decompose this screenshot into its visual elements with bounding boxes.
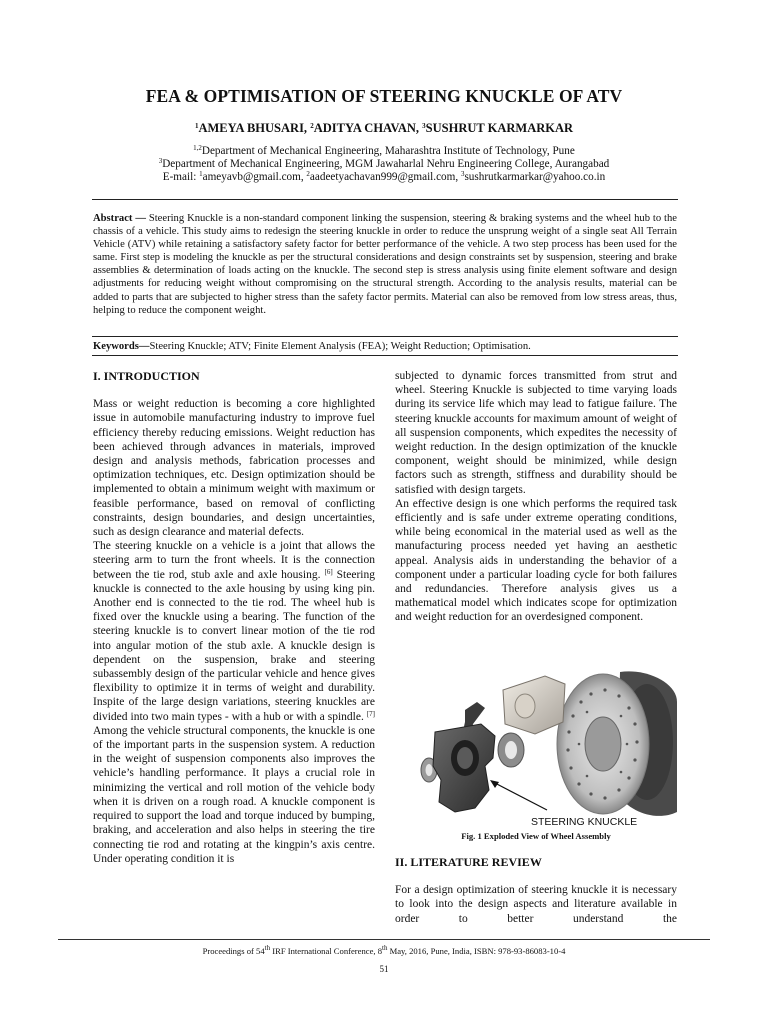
footer-th-1: th <box>264 944 271 952</box>
email-2-marker: 2 <box>306 170 310 178</box>
affiliation-1-marker: 1,2 <box>193 144 202 152</box>
literature-heading: II. LITERATURE REVIEW <box>395 855 542 869</box>
intro-paragraph-1: Mass or weight reduction is becoming a core highlighted issue in automobile manufacturing industry to improve fuel efficiency thereby reducing emissions. Weight reduction has been achieved through advances in materials, improved design and analysis methods, fabrication processes and optimization techniques, etc. Design optimization should be implemented to obtain a minimum weight with maximum or feasible performance, based on removal of conflicting constraints, design boundaries, and design uncertainties, such as design clearance and material defects. <box>93 398 375 539</box>
author-2-marker: 2 <box>310 122 314 130</box>
intro-paragraph-3: subjected to dynamic forces transmitted from strut and wheel. Steering Knuckle is subjected to time varying loads during its service life which may lead to fatigue failure. The steering knuckle accounts for maximum amount of weight of all suspension components, which expedites the necessity of weight reduction. In the design optimization of the knuckle component, weight should be minimized, while design factors such as strength, stiffness and durability should be satisfied with design targets. <box>395 370 677 496</box>
footer-part-2: IRF International Conference, 8 <box>270 946 382 956</box>
email-1-marker: 1 <box>199 170 203 178</box>
intro-heading: I. INTRODUCTION <box>93 369 200 383</box>
intro-paragraph-4: An effective design is one which performs the required task efficiently and is safe under extreme operating conditions, while being economical in the material used as well as the manufacturing process needed yet having an aesthetic appeal. Analysis aids in understanding the behavior of a component under a particular loading cycle for both failures and redundancies. Therefore analysis gives us a mathematical model which indicates scope for optimization and weight reduction for an overdesigned component. <box>395 497 677 624</box>
keywords-bottom-rule <box>92 355 678 356</box>
caliper-piston <box>515 694 535 718</box>
keywords-label: Keywords— <box>93 341 150 352</box>
affiliation-2-text: Department of Mechanical Engineering, MGM Jawaharlal Nehru Engineering College, Aurangabad <box>162 158 610 170</box>
footer-th-2: th <box>382 944 388 952</box>
page-number: 51 <box>379 964 389 974</box>
email-1: ameyavb@gmail.com, <box>202 171 307 183</box>
author-1-marker: 1 <box>194 122 199 130</box>
left-column <box>93 369 375 866</box>
keywords-top-rule <box>92 336 678 337</box>
intro-paragraph-2-part-1: The steering knuckle on a vehicle is a joint that allows the steering arm to turn the front wheels. It is the connection between the tie rod, stub axle and axle housing. <box>93 540 375 581</box>
email-3: sushrutkarmarkar@yahoo.co.in <box>464 171 606 183</box>
intro-paragraph-2-part-2: Steering knuckle is connected to the axle housing by using king pin. Another end is connected to the tie rod. The wheel hub is fixed over the knuckle using a bearing. The function of the steering knuckle is to convert linear motion of the tie rod into angular motion of the stub axle. A knuckle design is dependent on the suspension, brake and steering subassembly design of the particular vehicle and hence gives flexibility to optimize it in terms of weight and durability. Inspite of the large design variations, steering knuckles are divided into two main types - with a hub or with a spindle. <box>93 568 375 723</box>
knuckle-bore-inner <box>457 747 473 769</box>
exploded-wheel-assembly-figure <box>395 662 677 830</box>
email-label: E-mail: <box>162 171 200 183</box>
author-2: ADITYA CHAVAN, <box>313 121 423 135</box>
citation-7: [7] <box>366 709 375 718</box>
figure-caption: Fig. 1 Exploded View of Wheel Assembly <box>461 831 611 841</box>
right-column-bottom <box>395 855 677 926</box>
abstract-text: Steering Knuckle is a non-standard component linking the suspension, steering & braking systems and the wheel hub to the chassis of a vehicle. This study aims to redesign the steering knuckle in order to reduce the unsprung weight of a single seat All Terrain Vehicle (ATV) while retaining a satisfactory safety factor for better performance of the vehicle. A two step process has been used for the same. First step is modeling the knuckle as per the structural considerations and design constraints set by suspension, steering and brake assemblies & determination of loads acting on the knuckle. The second step is stress analysis using finite element software and design adjustments for reducing weight without compromising on the structural strength. According to the analysis results, material can be added to parts that are subjected to higher stress than the safety factor permits. Material can also be removed from low stress areas, thus, helping to reduce the component weight. <box>93 213 677 316</box>
keywords-text: Steering Knuckle; ATV; Finite Element Analysis (FEA); Weight Reduction; Optimisation. <box>149 341 531 352</box>
literature-paragraph-1: For a design optimization of steering knuckle it is necessary to look into the design aspects and literature available in order to better understand the <box>395 884 677 925</box>
arrow-head <box>490 780 499 788</box>
abstract-top-rule <box>92 199 678 200</box>
spacer-ring-hole <box>426 764 433 776</box>
keywords <box>93 341 677 352</box>
abstract <box>93 212 677 317</box>
intro-paragraph-2 <box>93 539 375 866</box>
arrow-line <box>493 782 547 810</box>
figure-label-steering-knuckle: STEERING KNUCKLE <box>531 816 638 828</box>
bearing-ring-inner <box>505 741 517 759</box>
author-3-marker: 3 <box>422 122 426 130</box>
author-3: SUSHRUT KARMARKAR <box>425 121 574 135</box>
affiliation-2 <box>0 158 768 171</box>
email-line <box>0 171 768 184</box>
footer-part-1: Proceedings of 54 <box>202 946 265 956</box>
rotor-center <box>585 717 621 771</box>
paper-title: FEA & OPTIMISATION OF STEERING KNUCKLE OF ATV <box>145 86 623 106</box>
wheel-assembly-illustration <box>395 662 677 830</box>
affiliation-1 <box>0 145 768 158</box>
affiliation-2-marker: 3 <box>158 157 163 165</box>
affiliation-1-text: Department of Mechanical Engineering, Maharashtra Institute of Technology, Pune <box>201 145 575 157</box>
author-1: AMEYA BHUSARI, <box>198 121 311 135</box>
abstract-label: Abstract — <box>93 213 146 224</box>
email-2: aadeetyachavan999@gmail.com, <box>309 171 461 183</box>
proceedings-footer <box>0 946 768 956</box>
email-3-marker: 3 <box>460 170 465 178</box>
author-list <box>0 121 768 136</box>
affiliations <box>0 145 768 184</box>
right-column <box>395 369 677 625</box>
footer-part-3: May, 2016, Pune, India, ISBN: 978-93-86083-10-4 <box>387 946 566 956</box>
citation-6: [6] <box>324 567 333 576</box>
footer-rule <box>58 939 710 940</box>
intro-paragraph-2-part-3: Among the vehicle structural components, the knuckle is one of the important parts in the suspension system. A reduction in the weight of suspension components also improves the vehicle’s handling performance. It plays a crucial role in minimizing the vertical and roll motion of the vehicle body when it is driven on a rough road. A knuckle component is required to support the load and torque induced by bumping, braking, and acceleration and also helps in steering the tire connecting tie rod and rotating at the kingpin’s axis centre. Under operating condition it is <box>93 724 375 865</box>
